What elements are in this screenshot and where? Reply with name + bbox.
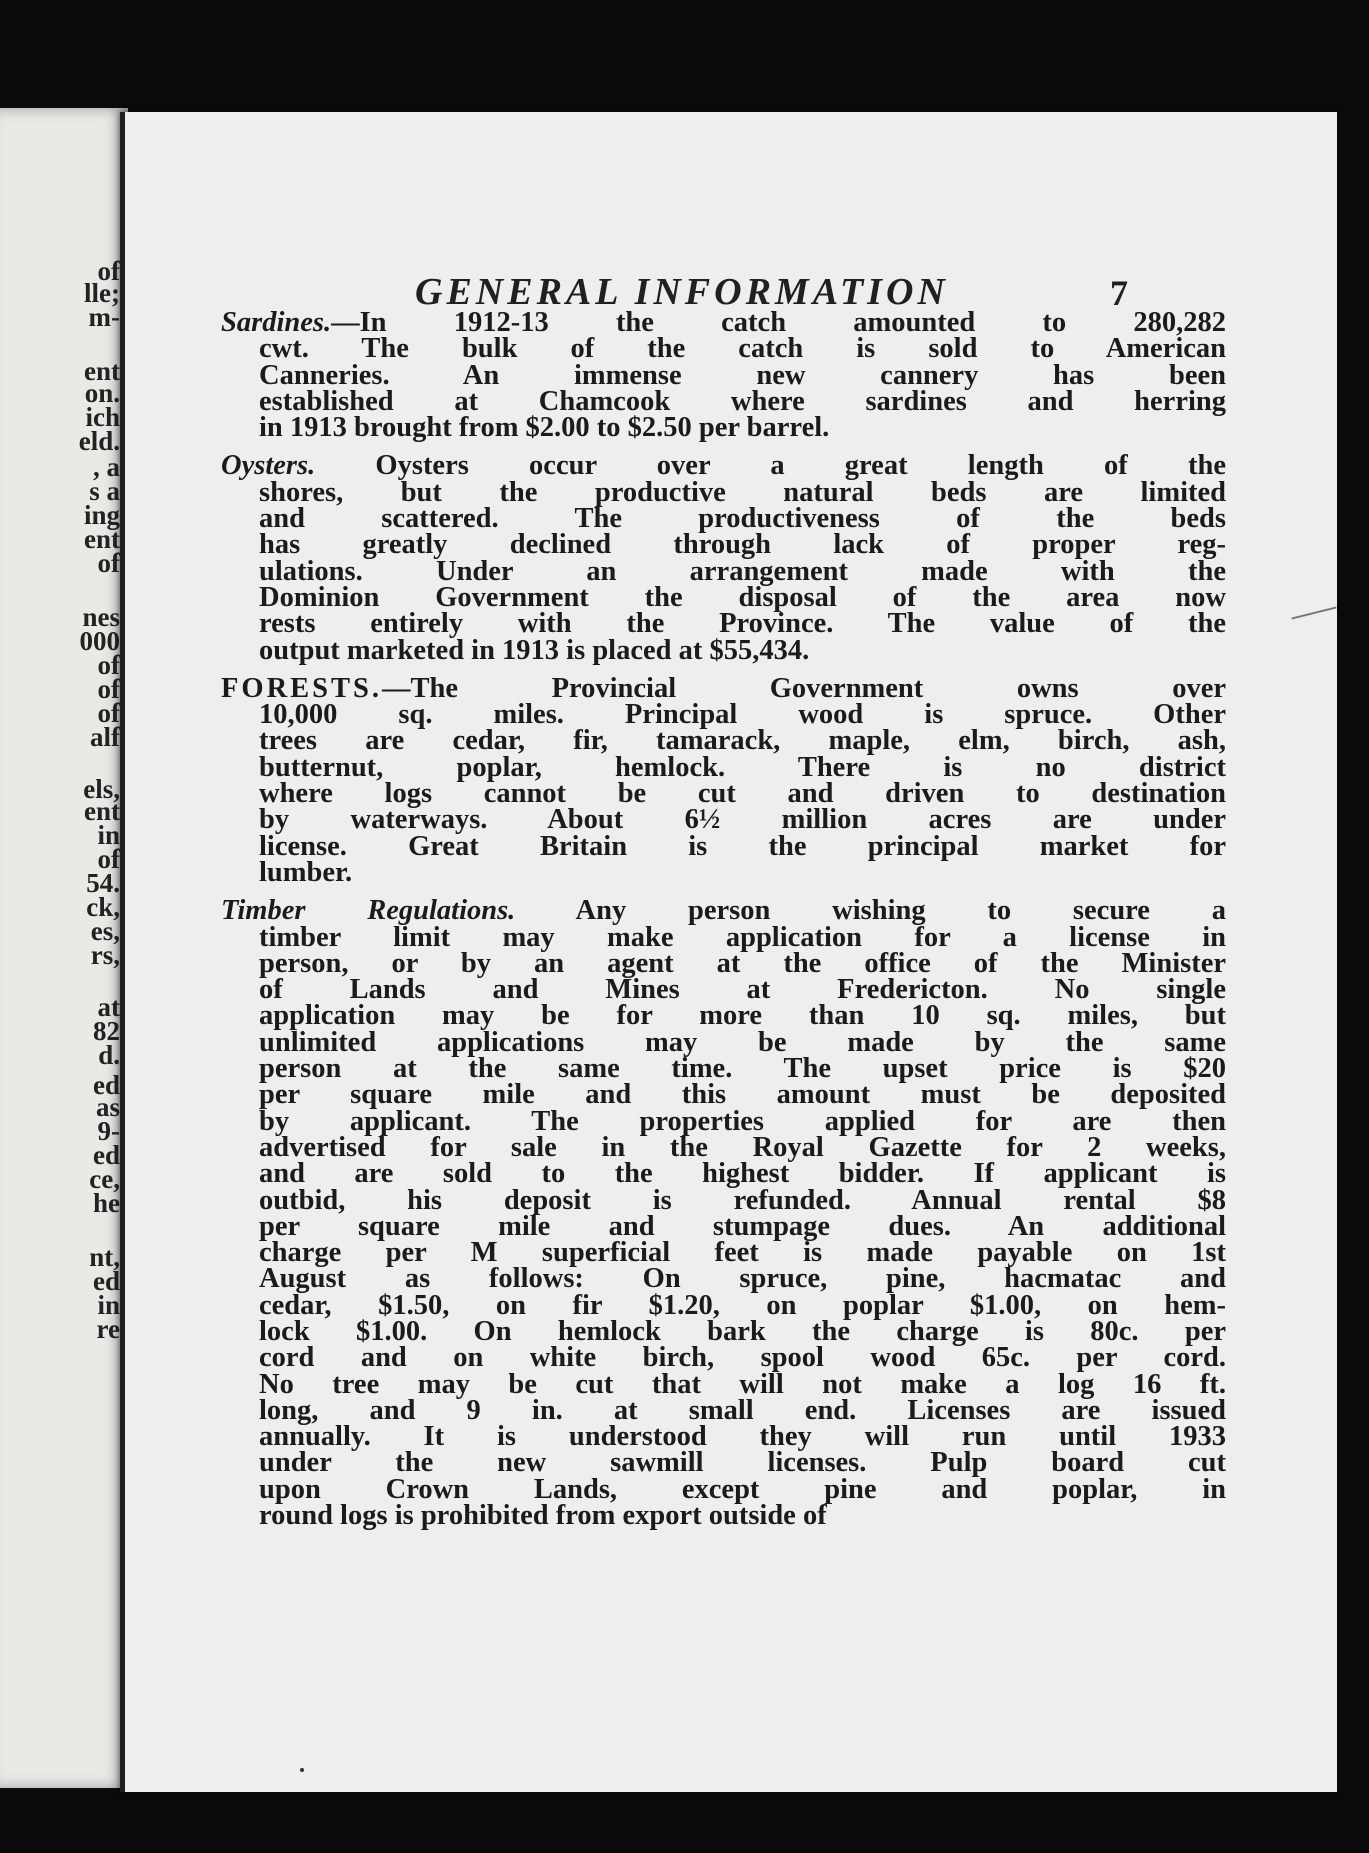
section-heading: Timber Regulations. <box>221 895 516 927</box>
text-line: lumber. <box>259 856 353 888</box>
left-page-text-fragment: ed <box>93 1140 120 1170</box>
text-line: trees are cedar, fir, tamarack, maple, elm, birch, ash, <box>259 725 1226 757</box>
left-page-text-fragment: ing <box>83 500 120 530</box>
text-line-content: Any person wishing to secure a <box>515 895 1226 927</box>
text-line-content: —In 1912-13 the catch amounted to 280,282 <box>331 307 1226 338</box>
text-line: under the new sawmill licenses. Pulp board cut <box>259 1447 1226 1479</box>
text-line: output marketed in 1913 is placed at $55,434. <box>259 634 810 666</box>
text-line: Dominion Government the disposal of the area now <box>259 581 1226 613</box>
text-line: person at the same time. The upset price is $20 <box>259 1053 1226 1085</box>
text-line: cord and on white birch, spool wood 65c. per cord. <box>259 1342 1226 1374</box>
section-heading: Oysters. <box>221 450 316 482</box>
left-page-text-fragment: ck, <box>86 892 120 922</box>
text-line: Canneries. An immense new cannery has been <box>259 359 1226 391</box>
text-line: advertised for sale in the Royal Gazette for 2 weeks, <box>259 1131 1226 1163</box>
left-page-text-fragment: , a <box>93 452 120 482</box>
text-line: and scattered. The productiveness of the beds <box>259 503 1226 535</box>
text-line: August as follows: On spruce, pine, hacmatac and <box>259 1263 1226 1295</box>
left-page-text-fragment: 9- <box>97 1116 120 1146</box>
text-line: and are sold to the highest bidder. If applicant is <box>259 1158 1226 1190</box>
left-page-text-fragment: in <box>97 1290 120 1320</box>
left-page-text-fragment: at <box>97 992 120 1022</box>
text-line: butternut, poplar, hemlock. There is no district <box>259 751 1226 783</box>
text-line: No tree may be cut that will not make a log 16 ft. <box>259 1368 1226 1400</box>
left-page-text-fragment: 54. <box>86 868 120 898</box>
text-line: timber limit may make application for a license in <box>259 921 1226 953</box>
left-page-text-fragment: as <box>95 1092 120 1122</box>
text-line: in 1913 brought from $2.00 to $2.50 per barrel. <box>259 412 830 444</box>
left-page-text-fragment: ed <box>93 1266 120 1296</box>
left-page-text-fragment: on. <box>84 378 120 408</box>
left-page-text-fragment: nt, <box>89 1242 120 1272</box>
left-page-text-fragment: d. <box>98 1040 120 1070</box>
section-paragraph <box>221 307 1226 444</box>
text-line: license. Great Britain is the principal market for <box>259 830 1226 862</box>
text-line-content: Oysters occur over a great length of the <box>315 450 1226 482</box>
text-line: person, or by an agent at the office of the Minister <box>259 947 1226 979</box>
text-line: where logs cannot be cut and driven to destination <box>259 778 1226 810</box>
left-page-text-fragment: ce, <box>89 1164 120 1194</box>
left-page-text-fragment: 000 <box>79 626 120 656</box>
page-number: 7 <box>1110 273 1128 313</box>
left-page-text-fragment: els, <box>83 774 120 804</box>
text-line <box>221 450 1226 482</box>
text-line: established at Chamcook where sardines and herring <box>259 385 1226 417</box>
text-line: application may be for more than 10 sq. miles, but <box>259 1000 1226 1032</box>
text-line: upon Crown Lands, except pine and poplar, in <box>259 1473 1226 1505</box>
left-page-text-fragment: nes <box>82 602 120 632</box>
book-page <box>120 112 1337 1792</box>
section-heading: FORESTS. <box>221 672 383 704</box>
left-page-text-fragment: of <box>97 698 120 728</box>
section-paragraph <box>221 450 1226 666</box>
left-page-text-fragment: ich <box>85 402 120 432</box>
text-line: per square mile and stumpage dues. An additional <box>259 1210 1226 1242</box>
text-line: has greatly declined through lack of proper reg- <box>259 529 1226 561</box>
left-page-text-fragment: of <box>97 548 120 578</box>
section-paragraph <box>221 895 1226 1532</box>
text-line: by waterways. About 6½ million acres are under <box>259 804 1226 836</box>
text-line: lock $1.00. On hemlock bark the charge is 80c. per <box>259 1315 1226 1347</box>
text-line: round logs is prohibited from export outside of <box>259 1500 827 1532</box>
left-page-text-fragment: of <box>97 650 120 680</box>
text-line: charge per M superficial feet is made payable on 1st <box>259 1237 1226 1269</box>
text-line: rests entirely with the Province. The value of the <box>259 608 1226 640</box>
left-page-text-fragment: ent <box>84 356 120 386</box>
left-page-text-fragment: m- <box>88 302 120 332</box>
left-page-text-fragment: es, <box>90 916 120 946</box>
text-line: unlimited applications may be made by the same <box>259 1026 1226 1058</box>
text-line: long, and 9 in. at small end. Licenses are issued <box>259 1394 1226 1426</box>
left-page-text-fragment: re <box>96 1314 120 1344</box>
left-page-text-fragment: alf <box>90 722 120 752</box>
text-line: shores, but the productive natural beds are limited <box>259 476 1226 508</box>
running-head-title: GENERAL INFORMATION <box>415 271 949 313</box>
left-page-text-fragment: rs, <box>90 940 120 970</box>
left-page-fragment <box>0 108 128 1788</box>
text-line <box>221 895 1226 927</box>
speck <box>300 1768 304 1772</box>
section-heading: Sardines. <box>221 307 332 338</box>
text-line: cwt. The bulk of the catch is sold to American <box>259 333 1226 365</box>
left-page-text-fragment: he <box>93 1188 120 1218</box>
margin-mark <box>1291 606 1336 619</box>
text-line: outbid, his deposit is refunded. Annual rental $8 <box>259 1184 1226 1216</box>
left-page-text-fragment: lle; <box>84 278 120 308</box>
text-line: of Lands and Mines at Fredericton. No single <box>259 974 1226 1006</box>
left-page-text-fragment: s a <box>89 476 120 506</box>
text-line: per square mile and this amount must be deposited <box>259 1079 1226 1111</box>
left-page-text-fragment: ent <box>84 796 120 826</box>
left-page-text-fragment: of <box>97 844 120 874</box>
text-line: by applicant. The properties applied for are then <box>259 1105 1226 1137</box>
text-line: annually. It is understood they will run until 1933 <box>259 1421 1226 1453</box>
page-body <box>221 307 1226 1541</box>
left-page-text-fragment: of <box>97 674 120 704</box>
left-page-text-fragment: in <box>97 820 120 850</box>
left-page-text-fragment: eld. <box>78 426 120 456</box>
text-line: 10,000 sq. miles. Principal wood is spruce. Other <box>259 699 1226 731</box>
text-line: cedar, $1.50, on fir $1.20, on poplar $1.00, on hem- <box>259 1289 1226 1321</box>
text-line: ulations. Under an arrangement made with the <box>259 555 1226 587</box>
left-page-text-fragment: ed <box>93 1070 120 1100</box>
left-page-text-fragment: ent <box>84 524 120 554</box>
left-page-text-fragment: 82 <box>93 1016 120 1046</box>
left-page-text-fragment: of <box>97 256 120 286</box>
text-line-content: —The Provincial Government owns over <box>382 672 1226 704</box>
section-paragraph <box>221 672 1226 888</box>
